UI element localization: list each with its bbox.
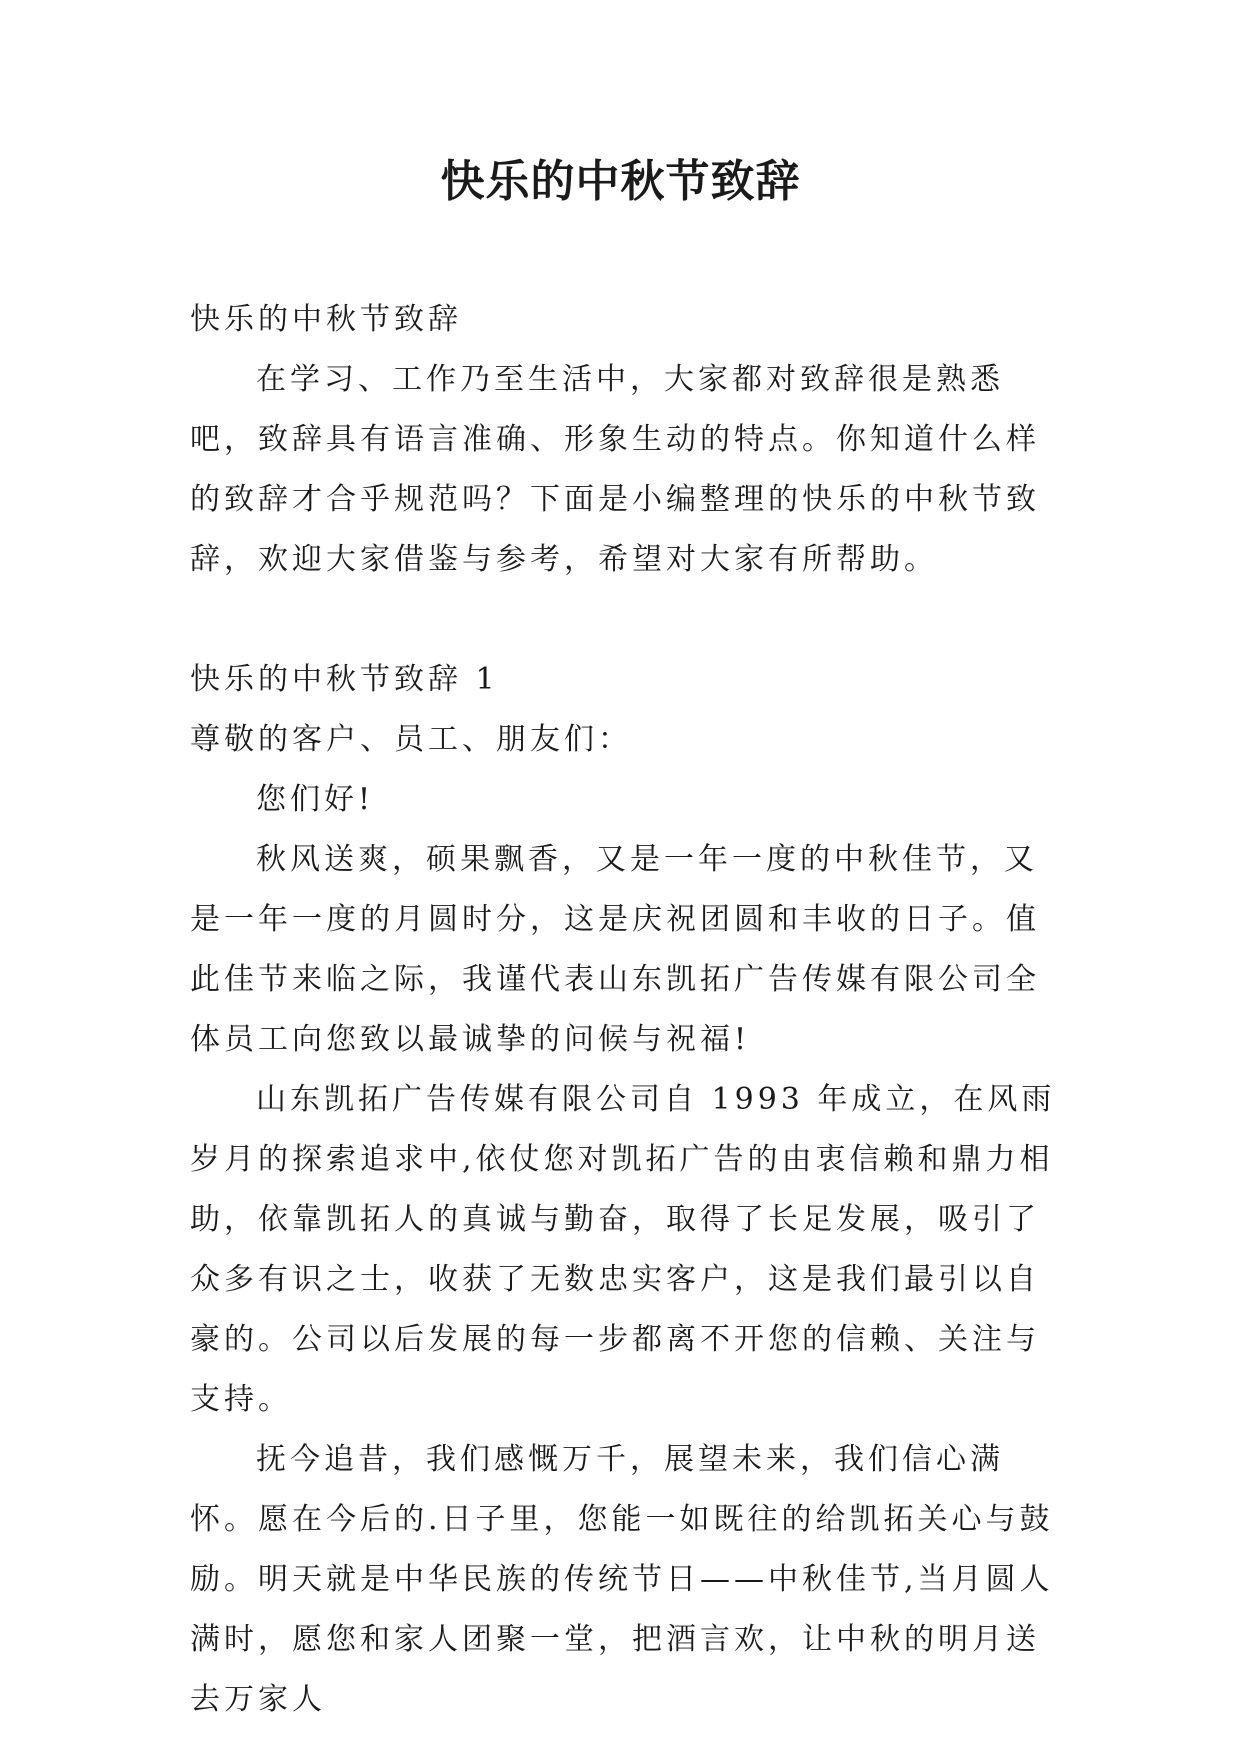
intro-paragraph: 在学习、工作乃至生活中，大家都对致辞很是熟悉吧，致辞具有语言准确、形象生动的特点。你知道什么样的致辞才合乎规范吗？下面是小编整理的快乐的中秋节致辞，欢迎大家借鉴与参考，希望对大家有所帮助。: [190, 362, 1040, 577]
body-paragraph: 秋风送爽，硕果飘香，又是一年一度的中秋佳节，又是一年一度的月圆时分，这是庆祝团圆和丰收的日子。值此佳节来临之际，我谨代表山东凯拓广告传媒有限公司全体员工向您致以最诚挚的问候与祝福!: [190, 842, 1040, 1057]
salutation: 尊敬的客户、员工、朋友们：: [190, 722, 632, 757]
document-title: 快乐的中秋节致辞: [440, 156, 801, 207]
subsection-heading: 快乐的中秋节致辞 1: [190, 662, 499, 697]
paragraph-gap: [190, 590, 1070, 650]
section-heading: 快乐的中秋节致辞: [190, 302, 462, 337]
document-body: [190, 290, 1070, 1730]
body-paragraph: 抚今追昔，我们感慨万千，展望未来，我们信心满怀。愿在今后的.日子里，您能一如既往的给凯拓关心与鼓励。明天就是中华民族的传统节日——中秋佳节,当月圆人满时，愿您和家人团聚一堂，把酒言欢，让中秋的明月送去万家人: [190, 1442, 1054, 1717]
greeting: 您们好!: [256, 782, 375, 817]
body-paragraph: 山东凯拓广告传媒有限公司自 1993 年成立，在风雨岁月的探索追求中,依仗您对凯拓广告的由衷信赖和鼎力相助，依靠凯拓人的真诚与勤奋，取得了长足发展，吸引了众多有识之士，收获了无数忠实客户，这是我们最引以自豪的。公司以后发展的每一步都离不开您的信赖、关注与支持。: [190, 1082, 1056, 1417]
